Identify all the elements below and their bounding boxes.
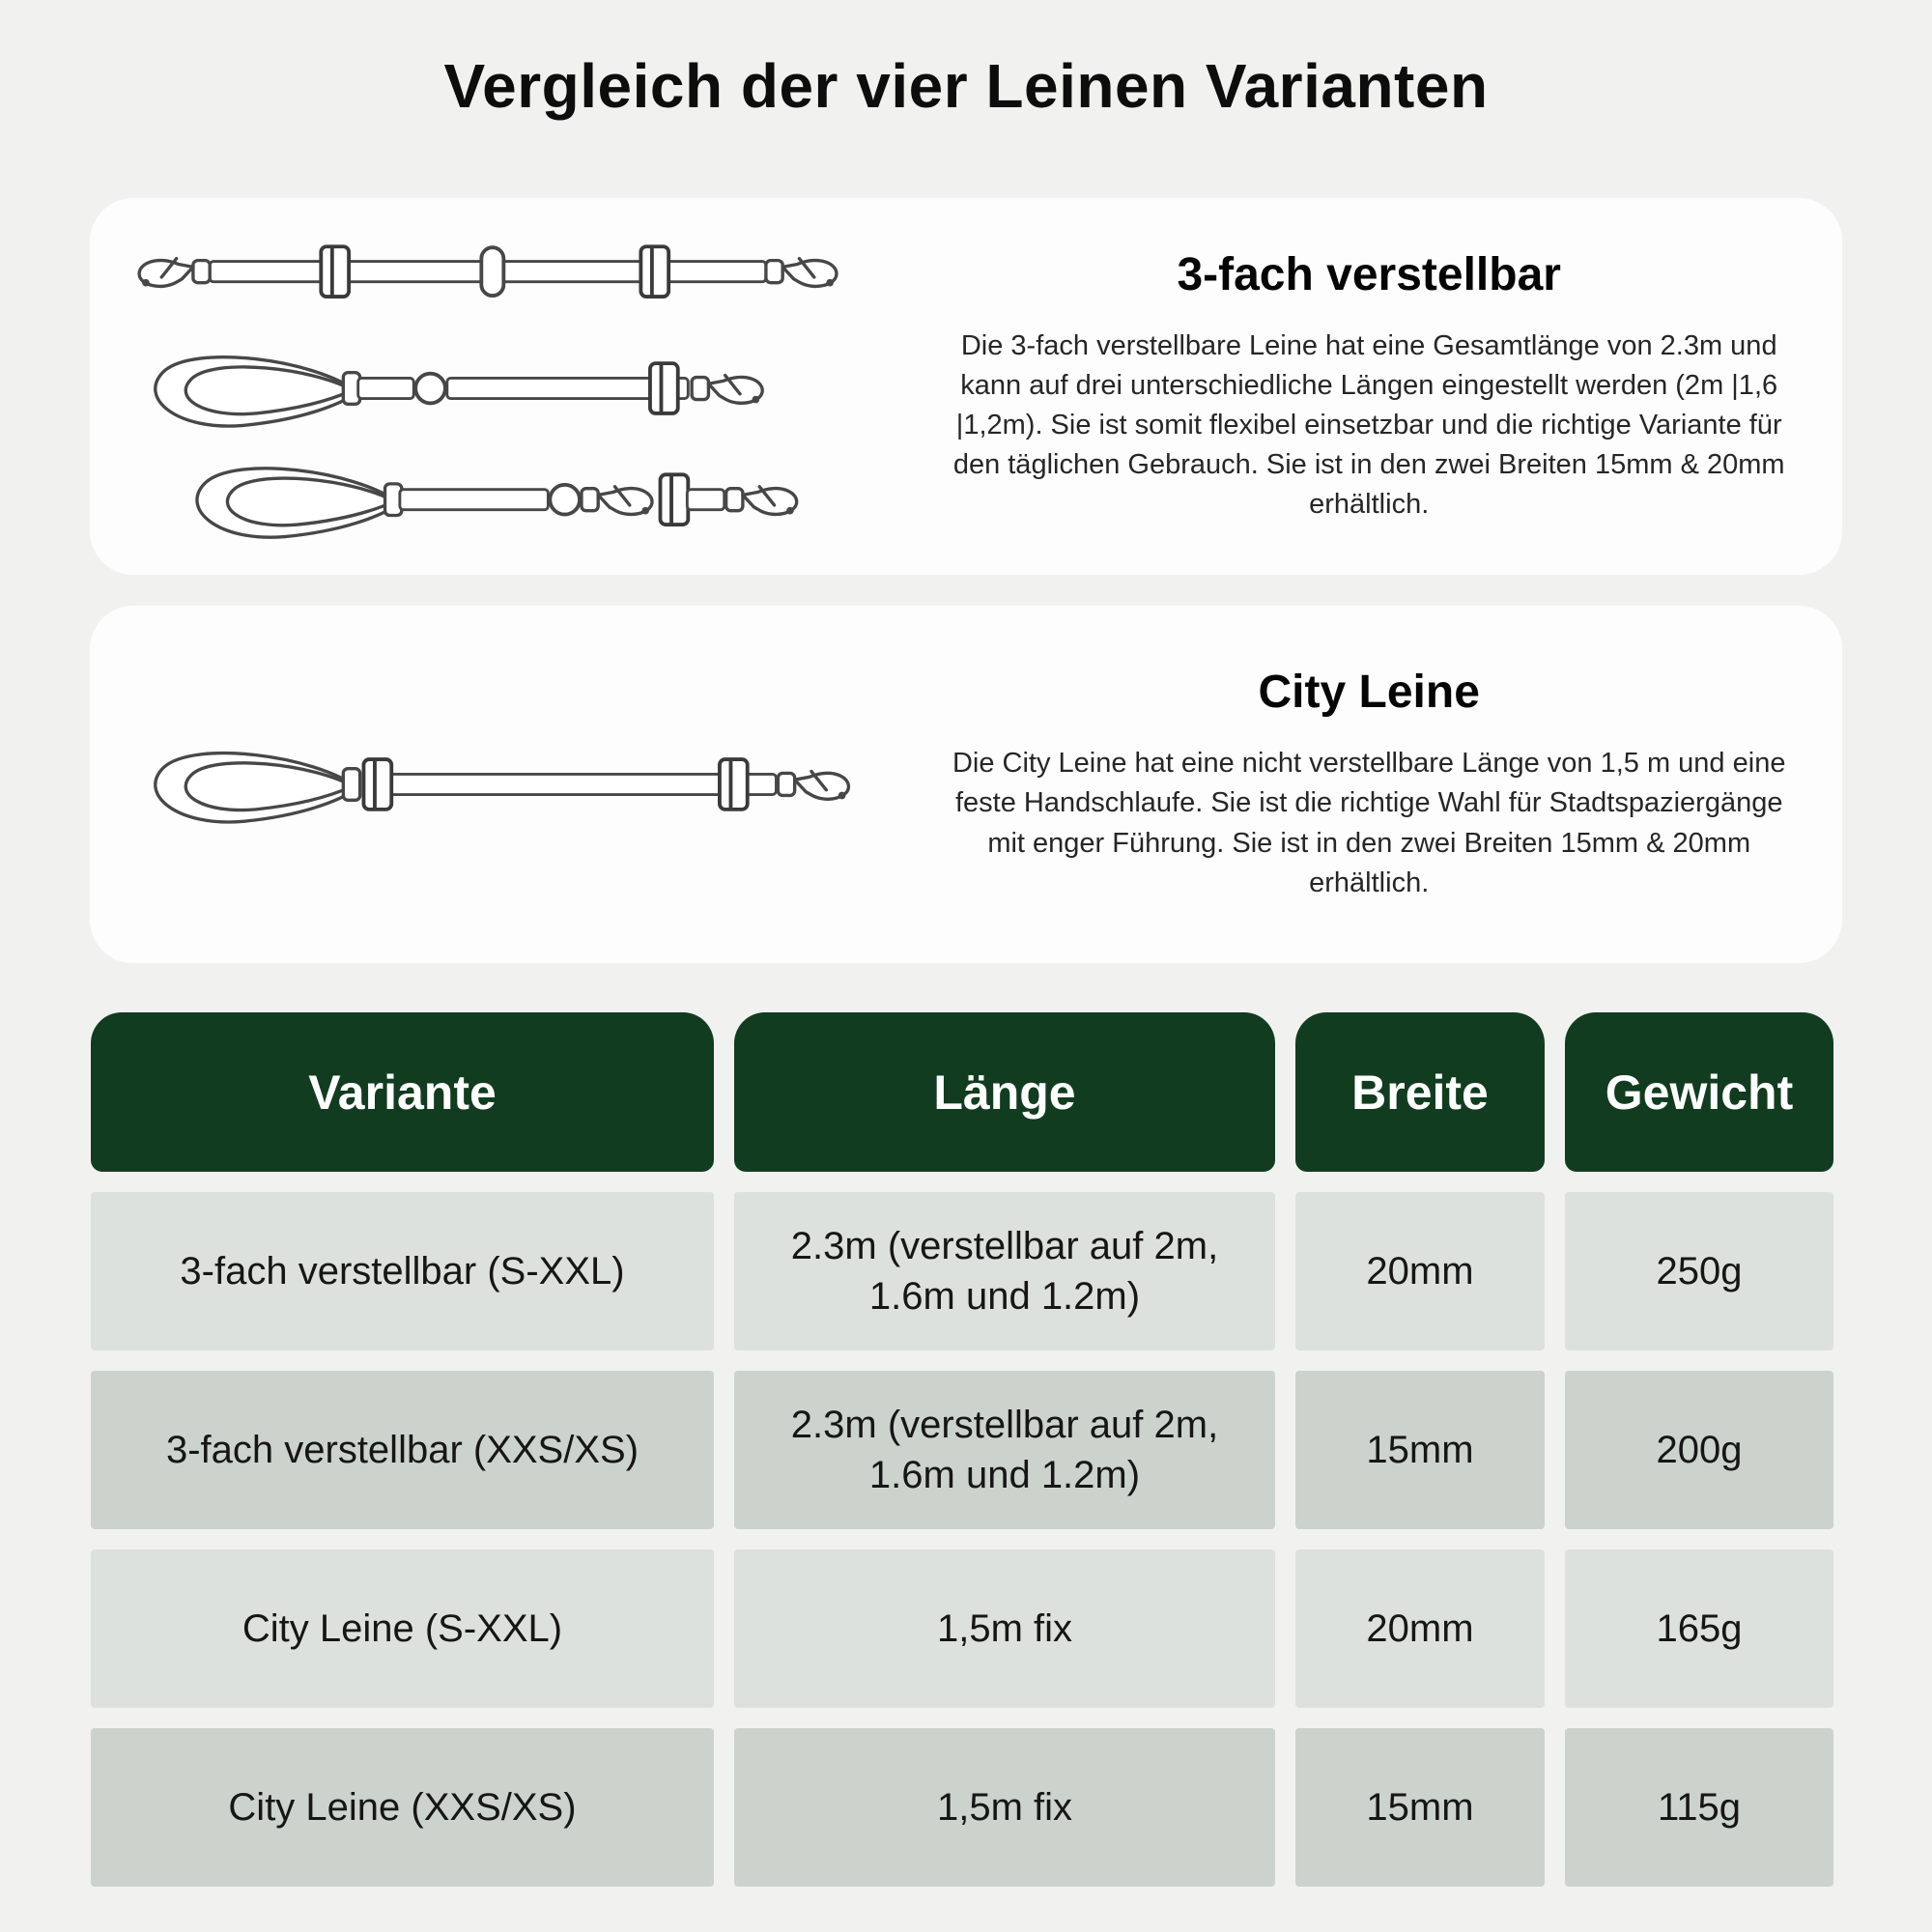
leash-illustrations-3fach	[90, 198, 895, 575]
table-cell: 1,5m fix	[734, 1549, 1275, 1708]
page-title: Vergleich der vier Leinen Varianten	[443, 51, 1489, 121]
table-cell: 3-fach verstellbar (S-XXL)	[91, 1192, 714, 1350]
short-leash-configuration	[197, 469, 797, 537]
table-cell: 115g	[1565, 1728, 1833, 1887]
col-header-breite: Breite	[1295, 1012, 1545, 1172]
card-description-city: Die City Leine hat eine nicht verstellbare Länge von 1,5 m und eine feste Handschlaufe. Sie ist die richtige Wahl für Stadtspaziergänge mit enger Führung. Sie ist in den zwei Breiten 15mm & 20mm erhältlich.	[952, 748, 1786, 898]
table-cell: City Leine (S-XXL)	[91, 1549, 714, 1708]
card-description-3fach: Die 3-fach verstellbare Leine hat eine Gesamtlänge von 2.3m und kann auf drei unterschiedliche Längen eingestellt werden (2m |1,6 |1,2m). Sie ist somit flexibel einsetzbar und die richtige Variante für den täglichen Gebrauch. Sie ist in den zwei Breiten 15mm & 20mm erhältlich.	[952, 329, 1785, 521]
table-cell: 1,5m fix	[734, 1728, 1275, 1887]
table-cell: 200g	[1565, 1371, 1833, 1529]
table-cell: 165g	[1565, 1549, 1833, 1708]
table-cell: 250g	[1565, 1192, 1833, 1350]
card-heading-3fach: 3-fach verstellbar	[1177, 248, 1561, 300]
table-cell: 2.3m (verstellbar auf 2m, 1.6m und 1.2m)	[734, 1192, 1275, 1350]
card-city-text	[895, 666, 1842, 903]
table-cell: 15mm	[1295, 1371, 1545, 1529]
table-cell: 15mm	[1295, 1728, 1545, 1887]
col-header-laenge: Länge	[734, 1012, 1275, 1172]
table-cell: 20mm	[1295, 1192, 1545, 1350]
col-header-variante: Variante	[91, 1012, 714, 1172]
card-heading-city: City Leine	[1258, 667, 1480, 719]
comparison-table	[91, 1012, 1833, 1887]
table-cell: 3-fach verstellbar (XXS/XS)	[91, 1371, 714, 1529]
table-cell: 2.3m (verstellbar auf 2m, 1.6m und 1.2m)	[734, 1371, 1275, 1529]
table-cell: City Leine (XXS/XS)	[91, 1728, 714, 1887]
adjustable-leash-extended	[139, 246, 837, 297]
card-3fach-verstellbar	[90, 198, 1842, 575]
three-leashes-illustration	[122, 229, 864, 544]
card-3fach-text	[895, 248, 1842, 526]
city-leash-illustration	[122, 715, 864, 854]
table-cell: 20mm	[1295, 1549, 1545, 1708]
leash-illustration-city	[90, 606, 895, 963]
col-header-gewicht: Gewicht	[1565, 1012, 1833, 1172]
card-city-leine	[90, 606, 1842, 963]
adjustable-leash-with-handle	[156, 357, 762, 426]
city-leash	[156, 753, 849, 822]
